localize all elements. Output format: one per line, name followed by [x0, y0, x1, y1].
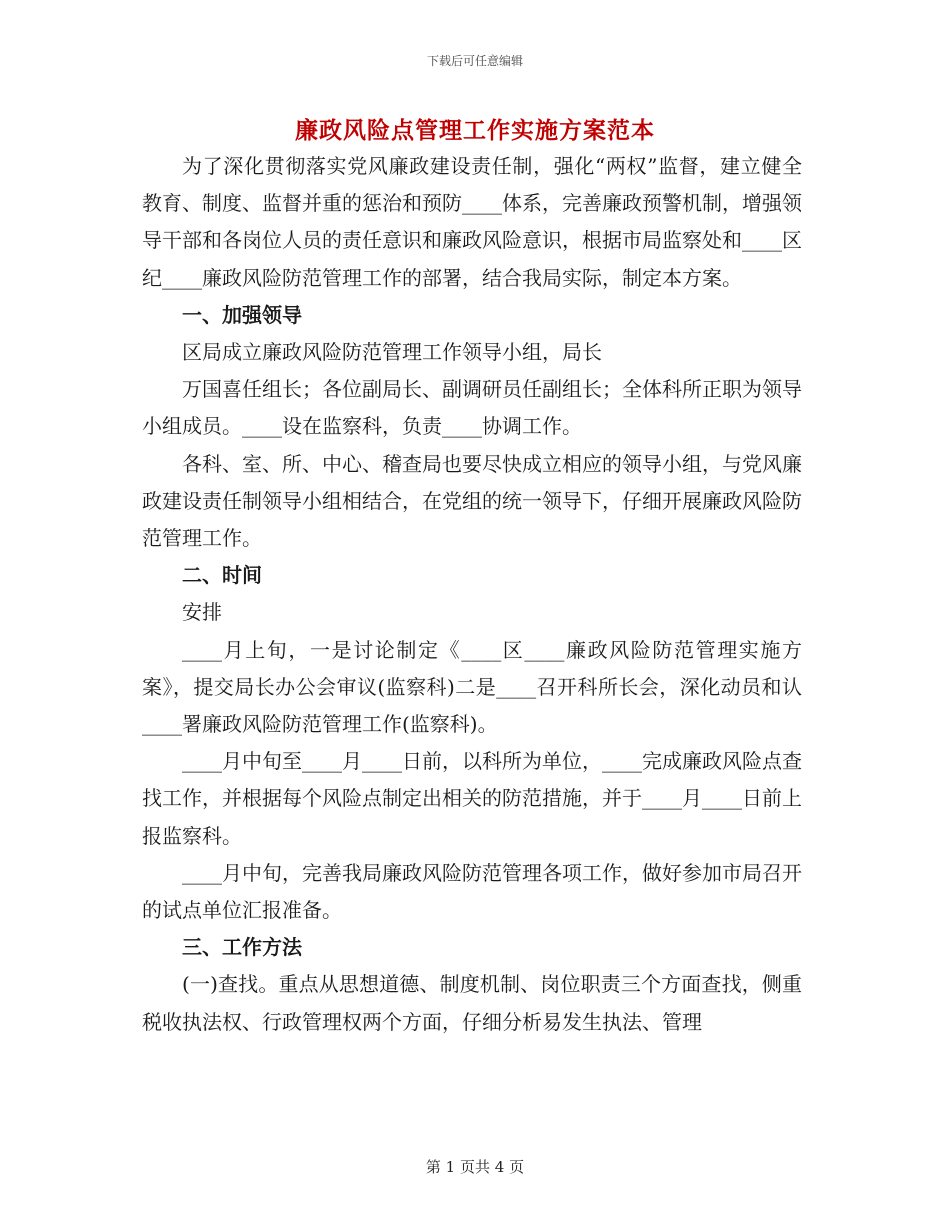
- paragraph-leadership-1: 区局成立廉政风险防范管理工作领导小组，局长: [182, 340, 602, 365]
- document-title: 廉政风险点管理工作实施方案范本: [295, 118, 655, 144]
- header-note: 下载后可任意编辑: [426, 54, 523, 68]
- document-body: [142, 148, 802, 1041]
- section-heading-time: 二、时间: [182, 563, 262, 588]
- paragraph-intro: 为了深化贯彻落实党风廉政建设责任制，强化“两权”监督，建立健全教育、制度、监督并重的惩治和预防____体系，完善廉政预警机制，增强领导干部和各岗位人员的责任意识和廉政风险意识，根据市局监察处和____区纪____廉政风险防范管理工作的部署，结合我局实际，制定本方案。: [142, 154, 802, 290]
- paragraph-leadership-2: 万国喜任组长；各位副局长、副调研员任副组长；全体科所正职为领导小组成员。____设在监察科，负责____协调工作。: [142, 377, 802, 439]
- paragraph-schedule-2: ____月中旬至____月____日前，以科所为单位，____完成廉政风险点查找工作，并根据每个风险点制定出相关的防范措施，并于____月____日前上报监察科。: [142, 749, 802, 848]
- paragraph-schedule-1: ____月上旬，一是讨论制定《____区____廉政风险防范管理实施方案》，提交局长办公会审议(监察科)二是____召开科所长会，深化动员和认____署廉政风险防范管理工作(监察科)。: [142, 637, 802, 737]
- section-heading-methods: 三、工作方法: [182, 935, 302, 960]
- paragraph-methods-1: (一)查找。重点从思想道德、制度机制、岗位职责三个方面查找，侧重税收执法权、行政管理权两个方面，仔细分析易发生执法、管理: [142, 972, 802, 1034]
- paragraph-leadership-3: 各科、室、所、中心、稽查局也要尽快成立相应的领导小组，与党风廉政建设责任制领导小组相结合，在党组的统一领导下，仔细开展廉政风险防范管理工作。: [142, 451, 802, 551]
- paragraph-schedule-3: ____月中旬，完善我局廉政风险防范管理各项工作，做好参加市局召开的试点单位汇报准备。: [142, 860, 802, 923]
- section-heading-leadership: 一、加强领导: [182, 302, 302, 327]
- page-number-footer: 第 1 页共 4 页: [425, 1158, 525, 1176]
- paragraph-arrangement: 安排: [182, 600, 222, 625]
